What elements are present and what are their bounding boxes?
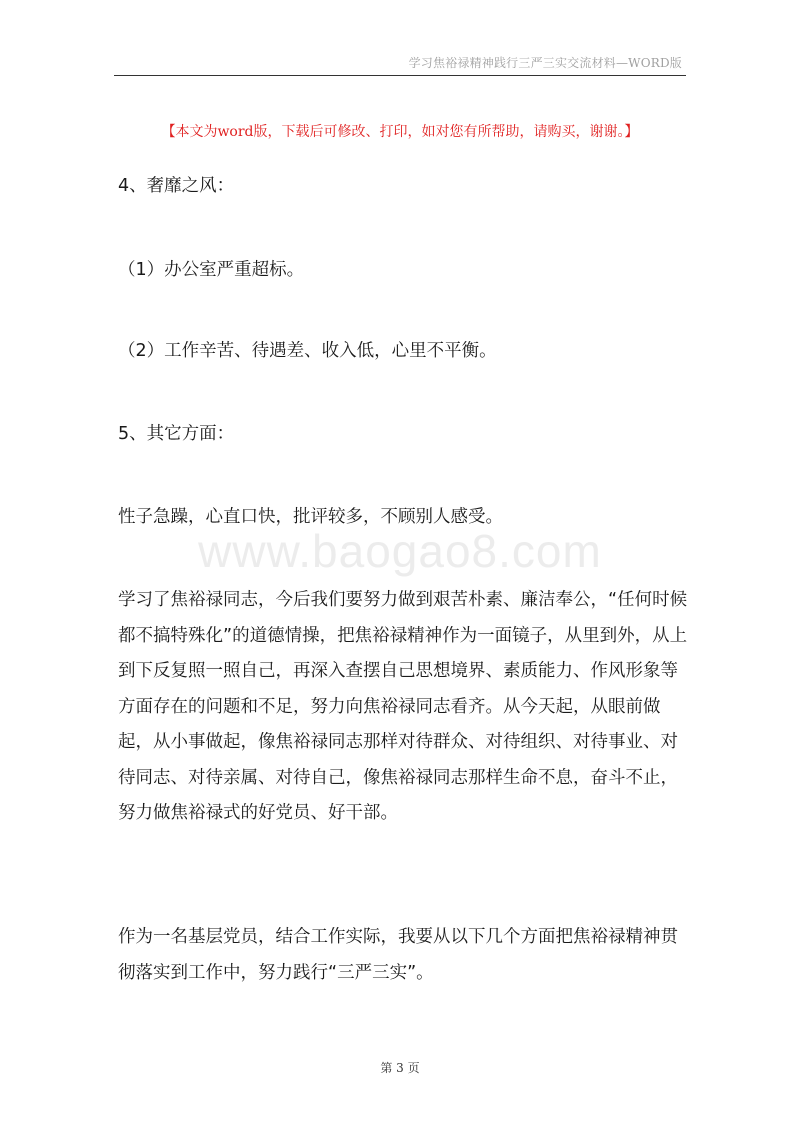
list-item-2: （2）工作辛苦、待遇差、收入低，心里不平衡。 xyxy=(118,341,497,361)
running-title: 学习焦裕禄精神践行三严三实交流材料—WORD版 xyxy=(408,56,682,70)
body-paragraph-1: 性子急躁，心直口快，批评较多，不顾别人感受。 xyxy=(118,507,503,527)
list-item-1: （1）办公室严重超标。 xyxy=(118,260,305,280)
watermark: www.baogao8.com xyxy=(198,525,602,577)
section-heading-5: 5、其它方面： xyxy=(118,424,235,444)
body-paragraph-3: 作为一名基层党员，结合工作实际，我要从以下几个方面把焦裕禄精神贯彻落实到工作中，努力践行“三严三实”。 xyxy=(118,927,678,983)
section-heading-4: 4、奢靡之风： xyxy=(118,176,235,196)
body-paragraph-2: 学习了焦裕禄同志，今后我们要努力做到艰苦朴素、廉洁奉公，“任何时候都不搞特殊化”的道德情操，把焦裕禄精神作为一面镜子，从里到外，从上到下反复照一照自己，再深入查摆自己思想境界、素质能力、作风形象等方面存在的问题和不足，努力向焦裕禄同志看齐。从今天起，从眼前做起，从小事做起，像焦裕禄同志那样对待群众、对待组织、对待事业、对待同志、对待亲属、对待自己，像焦裕禄同志那样生命不息，奋斗不止，努力做焦裕禄式的好党员、好干部。 xyxy=(118,590,688,823)
purchase-notice: 【本文为word版，下载后可修改、打印，如对您有所帮助，请购买，谢谢。】 xyxy=(161,124,639,140)
header-divider xyxy=(114,75,686,76)
page-number: 第 3 页 xyxy=(380,1061,420,1075)
